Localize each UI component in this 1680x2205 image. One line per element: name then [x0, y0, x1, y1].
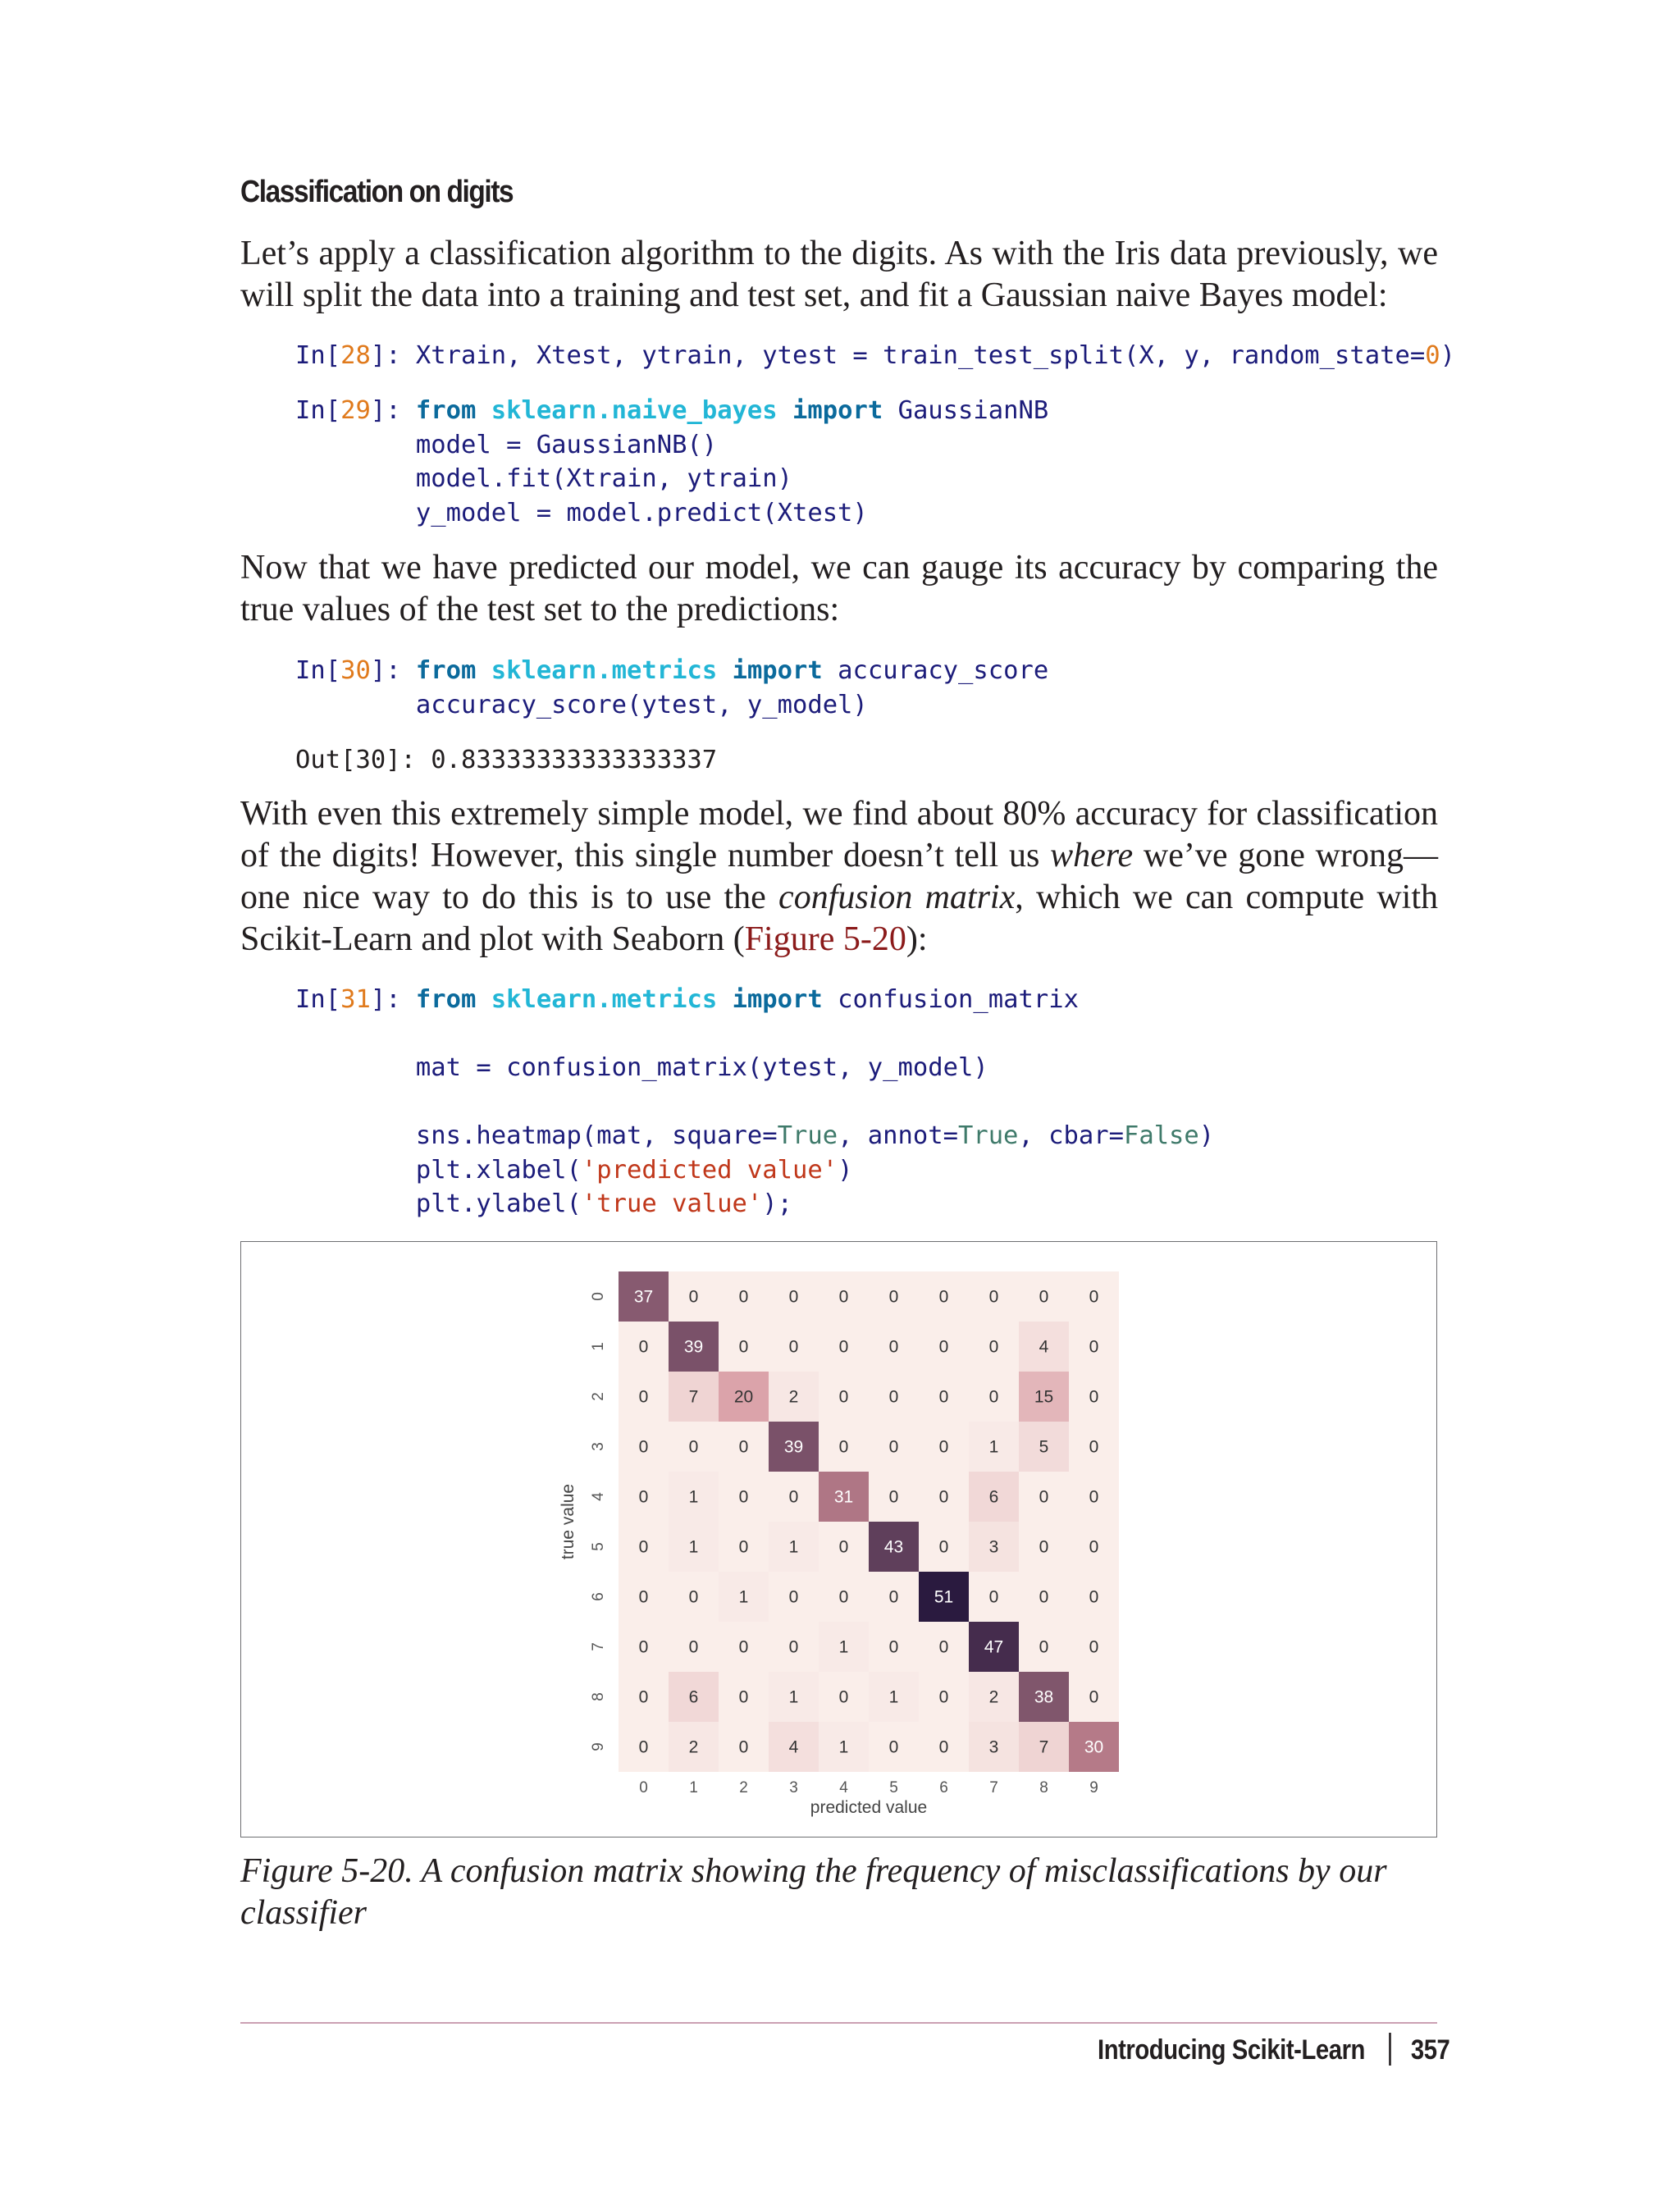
x-tick-label: 0 — [639, 1779, 648, 1796]
heatmap-cell-value: 0 — [938, 1687, 949, 1707]
heatmap-cell-value: 43 — [883, 1537, 904, 1557]
heatmap-cell-value: 0 — [838, 1337, 849, 1357]
heatmap-cell-value: 39 — [783, 1437, 804, 1457]
heatmap-cell-value: 7 — [688, 1387, 699, 1407]
x-tick-label: 6 — [939, 1779, 948, 1796]
y-tick-label: 9 — [590, 1742, 608, 1751]
heatmap-cell-value: 0 — [938, 1437, 949, 1457]
heatmap-cell-value: 0 — [738, 1487, 749, 1507]
section-heading: Classification on digits — [240, 175, 514, 209]
heatmap-cell-value: 0 — [688, 1437, 699, 1457]
heatmap-cell-value: 1 — [988, 1437, 999, 1457]
heatmap-cell-value: 0 — [888, 1287, 899, 1307]
heatmap-cell-value: 2 — [988, 1687, 999, 1707]
figure-caption — [240, 1851, 1438, 1934]
heatmap-cell-value: 1 — [688, 1537, 699, 1557]
heatmap-cell-value: 4 — [1039, 1337, 1049, 1357]
y-tick-label: 7 — [590, 1642, 608, 1651]
heatmap-cell-value: 0 — [1039, 1537, 1049, 1557]
heatmap-cell-value: 0 — [638, 1337, 649, 1357]
heatmap-cell-value: 0 — [788, 1487, 799, 1507]
heatmap-cell-value: 0 — [888, 1387, 899, 1407]
heatmap-cell-value: 1 — [738, 1587, 749, 1607]
heatmap-cell-value: 6 — [988, 1487, 999, 1507]
heatmap-cell-value: 3 — [988, 1737, 999, 1757]
heatmap-cell-value: 0 — [688, 1587, 699, 1607]
heatmap-cell-value: 0 — [988, 1287, 999, 1307]
y-tick-label: 4 — [590, 1492, 608, 1501]
heatmap-cell-value: 51 — [934, 1587, 954, 1607]
paragraph-1 — [240, 233, 1438, 317]
x-tick-label: 2 — [739, 1779, 748, 1796]
x-tick-label: 4 — [839, 1779, 848, 1796]
x-tick-label: 1 — [689, 1779, 698, 1796]
paragraph-2 — [240, 547, 1438, 631]
heatmap-cell-value: 0 — [638, 1737, 649, 1757]
heatmap-cell-value: 0 — [638, 1537, 649, 1557]
heatmap-cell-value: 0 — [738, 1637, 749, 1657]
heatmap-cell-value: 1 — [688, 1487, 699, 1507]
heatmap-cell-value: 0 — [638, 1487, 649, 1507]
paragraph-3 — [240, 793, 1438, 961]
footer-title: Introducing Scikit-Learn — [1098, 2034, 1365, 2066]
heatmap-cell-value: 0 — [638, 1587, 649, 1607]
heatmap-cell-value: 0 — [888, 1637, 899, 1657]
x-tick-label: 9 — [1089, 1779, 1098, 1796]
heatmap-cell-value: 0 — [938, 1637, 949, 1657]
heatmap-cell-value: 0 — [1089, 1487, 1099, 1507]
paragraph-line: one nice way to do this is to use the confusion matrix, which we can compute with — [240, 879, 1439, 916]
heatmap-cell-value: 0 — [988, 1337, 999, 1357]
heatmap-cell-value: 3 — [988, 1537, 999, 1557]
heatmap-cell-value: 0 — [788, 1637, 799, 1657]
heatmap-cell-value: 0 — [738, 1287, 749, 1307]
heatmap-cell-value: 0 — [938, 1537, 949, 1557]
heatmap-cell-value: 2 — [688, 1737, 699, 1757]
heatmap-cell-value: 0 — [1039, 1487, 1049, 1507]
heatmap-cell-value: 15 — [1034, 1387, 1054, 1407]
heatmap-cell-value: 2 — [788, 1387, 799, 1407]
heatmap-cell-value: 0 — [1089, 1687, 1099, 1707]
paragraph-line: With even this extremely simple model, we find about 80% accuracy for classification — [240, 795, 1438, 833]
y-tick-label: 5 — [590, 1542, 608, 1551]
heatmap-cell-value: 0 — [938, 1737, 949, 1757]
heatmap-cell-value: 0 — [938, 1287, 949, 1307]
paragraph-line: Let’s apply a classification algorithm to the digits. As with the Iris data previously, we — [240, 235, 1438, 272]
code-cell-29: In[29]: from sklearn.naive_bayes import GaussianNB model = GaussianNB() model.fit(Xtrain, ytrain) y_model = model.predict(Xtest) — [295, 396, 1049, 527]
heatmap-cell-value: 20 — [733, 1387, 754, 1407]
heatmap-cell-value: 1 — [838, 1637, 849, 1657]
heatmap-cell-value: 30 — [1084, 1737, 1104, 1757]
heatmap-cell-value: 0 — [738, 1537, 749, 1557]
heatmap-cell-value: 0 — [888, 1587, 899, 1607]
y-tick-label: 2 — [590, 1392, 608, 1401]
heatmap-cell-value: 0 — [1089, 1437, 1099, 1457]
footer-separator — [1389, 2033, 1391, 2066]
heatmap-cell-value: 0 — [838, 1537, 849, 1557]
y-tick-label: 6 — [590, 1592, 608, 1601]
heatmap-cell-value: 0 — [1089, 1537, 1099, 1557]
code-output-30: Out[30]: 0.83333333333333337 — [295, 746, 718, 774]
y-tick-label: 3 — [590, 1442, 608, 1451]
heatmap-cell-value: 0 — [688, 1287, 699, 1307]
heatmap-cell-value: 0 — [738, 1687, 749, 1707]
heatmap-cell-value: 1 — [838, 1737, 849, 1757]
caption-line: Figure 5-20. A confusion matrix showing the frequency of misclassifications by our — [240, 1852, 1387, 1890]
heatmap-cell-value: 0 — [638, 1687, 649, 1707]
heatmap-cell-value: 0 — [988, 1387, 999, 1407]
paragraph-line: will split the data into a training and test set, and fit a Gaussian naive Bayes model: — [240, 276, 1388, 314]
x-tick-label: 5 — [889, 1779, 898, 1796]
heatmap-cell-value: 4 — [788, 1737, 799, 1757]
heatmap-cell-value: 1 — [788, 1687, 799, 1707]
heatmap-cell-value: 0 — [838, 1437, 849, 1457]
heatmap-cell-value: 0 — [938, 1337, 949, 1357]
heatmap-cell-value: 0 — [888, 1737, 899, 1757]
heatmap-cell-value: 0 — [788, 1587, 799, 1607]
y-tick-label: 8 — [590, 1692, 608, 1701]
heatmap-cell-value: 1 — [788, 1537, 799, 1557]
heatmap-cell-value: 0 — [888, 1437, 899, 1457]
heatmap-cell-value: 0 — [1089, 1337, 1099, 1357]
paragraph-line: Scikit-Learn and plot with Seaborn (Figure 5-20): — [240, 920, 928, 958]
heatmap-cell-value: 0 — [1089, 1587, 1099, 1607]
page-footer — [1098, 2033, 1449, 2066]
heatmap-cell-value: 0 — [888, 1337, 899, 1357]
heatmap-cell-value: 0 — [838, 1687, 849, 1707]
heatmap-cell-value: 0 — [1089, 1287, 1099, 1307]
figure-link[interactable]: Figure 5-20 — [744, 920, 906, 958]
heatmap-cell-value: 0 — [838, 1287, 849, 1307]
heatmap-cell-value: 0 — [838, 1387, 849, 1407]
x-tick-label: 8 — [1039, 1779, 1048, 1796]
heatmap-cell-value: 1 — [888, 1687, 899, 1707]
heatmap-cell-value: 31 — [833, 1487, 854, 1507]
footer-rule — [240, 2022, 1437, 2024]
y-axis-label: true value — [559, 1483, 578, 1560]
paragraph-line: Now that we have predicted our model, we can gauge its accuracy by comparing the — [240, 549, 1438, 587]
heatmap-cell-value: 0 — [838, 1587, 849, 1607]
heatmap-cell-value: 0 — [1089, 1637, 1099, 1657]
heatmap-cell-value: 0 — [1039, 1587, 1049, 1607]
x-tick-label: 3 — [789, 1779, 798, 1796]
y-tick-label: 1 — [590, 1342, 608, 1351]
heatmap-cell-value: 0 — [788, 1337, 799, 1357]
heatmap-cell-value: 0 — [638, 1387, 649, 1407]
caption-line: classifier — [240, 1894, 367, 1932]
heatmap-cell-value: 0 — [1039, 1637, 1049, 1657]
heatmap-cell-value: 0 — [938, 1487, 949, 1507]
heatmap-cell-value: 6 — [688, 1687, 699, 1707]
page-number: 357 — [1410, 2034, 1450, 2066]
paragraph-line: true values of the test set to the predictions: — [240, 591, 840, 628]
heatmap-cell-value: 0 — [788, 1287, 799, 1307]
heatmap-cell-value: 0 — [688, 1637, 699, 1657]
heatmap-cell-value: 0 — [638, 1437, 649, 1457]
heatmap-cell-value: 0 — [888, 1487, 899, 1507]
code-cell-28: In[28]: Xtrain, Xtest, ytrain, ytest = train_test_split(X, y, random_state=0) — [295, 341, 1455, 370]
x-tick-label: 7 — [989, 1779, 998, 1796]
heatmap-cell-value: 0 — [1039, 1287, 1049, 1307]
heatmap-cell-value: 39 — [683, 1337, 704, 1357]
heatmap-cell-value: 0 — [988, 1587, 999, 1607]
heatmap-cell-value: 38 — [1034, 1687, 1054, 1707]
heatmap-cell-value: 37 — [633, 1287, 654, 1307]
heatmap-cell-value: 0 — [938, 1387, 949, 1407]
heatmap-cell-value: 0 — [638, 1637, 649, 1657]
confusion-matrix-heatmap — [240, 1241, 1437, 1838]
heatmap-cell-value: 47 — [984, 1637, 1004, 1657]
code-cell-30: In[30]: from sklearn.metrics import accuracy_score accuracy_score(ytest, y_model) — [295, 656, 1049, 719]
paragraph-line: of the digits! However, this single number doesn’t tell us where we’ve gone wrong— — [240, 837, 1438, 874]
heatmap-cell-value: 0 — [1089, 1387, 1099, 1407]
heatmap-cell-value: 0 — [738, 1737, 749, 1757]
heatmap-cell-value: 0 — [738, 1337, 749, 1357]
heatmap-cell-value: 0 — [738, 1437, 749, 1457]
heatmap-cell-value: 5 — [1039, 1437, 1049, 1457]
x-axis-label: predicted value — [810, 1798, 928, 1817]
y-tick-label: 0 — [590, 1292, 608, 1301]
heatmap-cell-value: 7 — [1039, 1737, 1049, 1757]
code-cell-31: In[31]: from sklearn.metrics import confusion_matrix mat = confusion_matrix(ytest, y_model) sns.heatmap(mat, square=True, annot=True, cbar=False) plt.xlabel('predicted value') plt.ylabel('true value'); — [295, 985, 1215, 1218]
